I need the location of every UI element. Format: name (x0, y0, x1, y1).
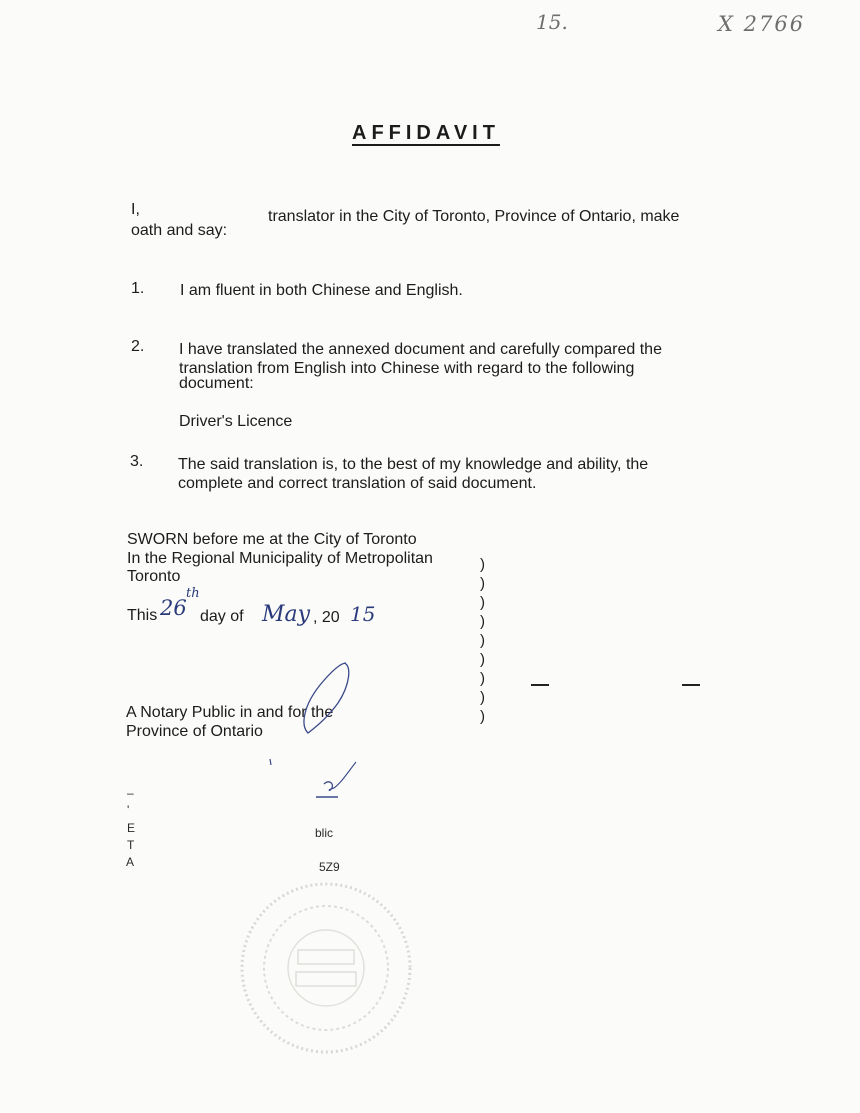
sworn-line-3: Toronto (127, 568, 181, 585)
stamp-fragment-t: T (127, 838, 135, 852)
sworn-line-2: In the Regional Municipality of Metropolitan (127, 550, 433, 567)
intro-line-2: oath and say: (131, 222, 228, 239)
paren: ) (480, 594, 485, 611)
sworn-line-1: SWORN before me at the City of Toronto (127, 531, 417, 548)
item-text-2-line-1: I have translated the annexed document and carefully compared the (179, 341, 662, 358)
item-text-3-line-1: The said translation is, to the best of my knowledge and ability, the (178, 456, 649, 473)
stamp-fragment-public: blic (315, 826, 334, 840)
reference-handwritten: X 2766 (718, 12, 806, 36)
stamp-fragment-comma: ' (127, 803, 130, 817)
paren-column (480, 555, 485, 726)
item-text-2-line-3: document: (179, 375, 254, 392)
paren: ) (480, 670, 485, 687)
intro-i: I, (131, 201, 140, 218)
signature-line-left (531, 684, 549, 686)
date-day-handwritten: 26 (160, 596, 187, 620)
paren: ) (480, 613, 485, 630)
stamp-fragment-e: E (127, 821, 136, 835)
item-number-1: 1. (131, 280, 145, 297)
date-year-handwritten: 15 (350, 602, 376, 626)
stamp-fragment-a: A (126, 855, 135, 869)
date-this: This (127, 607, 158, 624)
intro-line-1: translator in the City of Toronto, Province of Ontario, make (268, 208, 680, 225)
paren: ) (480, 556, 485, 573)
paren: ) (480, 651, 485, 668)
item-text-2-line-2: translation from English into Chinese with regard to the following (179, 360, 635, 377)
item-text-3-line-2: complete and correct translation of said document. (178, 475, 537, 492)
date-month-handwritten: May (262, 602, 311, 627)
stamp-signature-mark (312, 760, 362, 802)
notary-seal (238, 880, 414, 1056)
page-title: AFFIDAVIT (352, 122, 500, 144)
paren: ) (480, 575, 485, 592)
item-number-3: 3. (130, 453, 144, 470)
item-text-1: I am fluent in both Chinese and English. (180, 282, 463, 299)
document-name: Driver's Licence (179, 413, 293, 430)
page-number-handwritten: 15. (536, 10, 568, 34)
stamp-fragment-dash: – (127, 786, 134, 800)
stamp-fragment-postal: 5Z9 (319, 860, 340, 874)
paren: ) (480, 708, 485, 725)
notary-line-1: A Notary Public in and for the (126, 704, 334, 721)
signature-line-right (682, 684, 700, 686)
notary-line-2: Province of Ontario (126, 723, 263, 740)
item-number-2: 2. (131, 338, 145, 355)
paren: ) (480, 632, 485, 649)
date-day-suffix-handwritten: th (186, 586, 200, 601)
date-day-of: day of (200, 608, 244, 625)
date-year-prefix: , 20 (313, 609, 340, 626)
paren: ) (480, 689, 485, 706)
